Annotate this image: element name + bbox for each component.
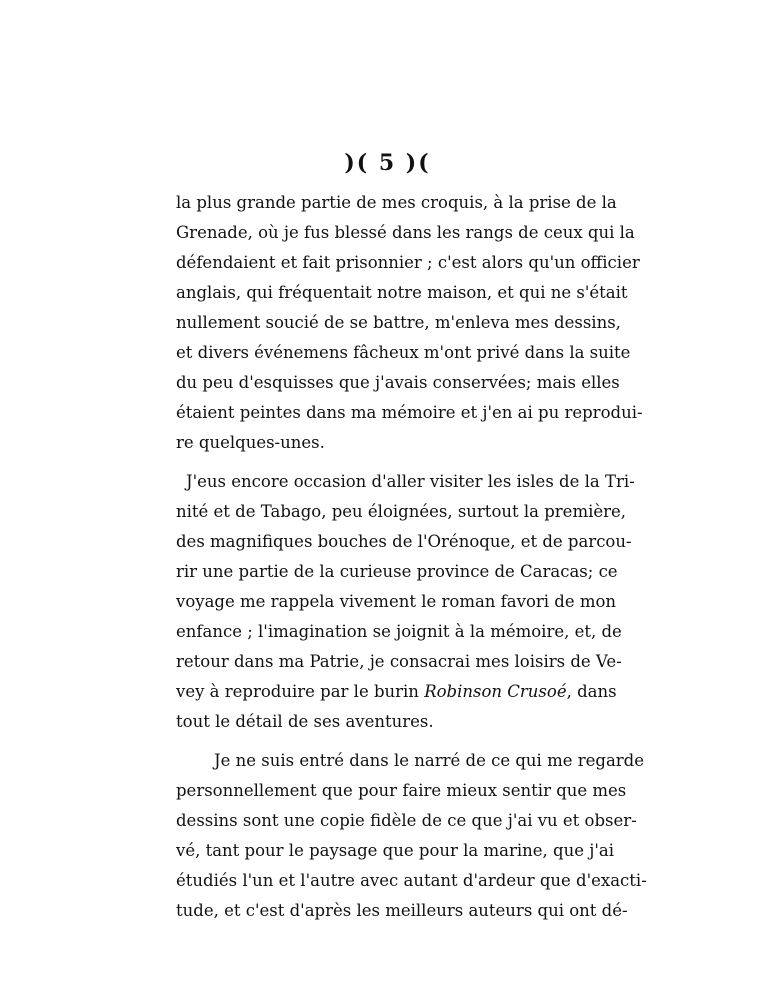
text-line: tout le détail de ses aventures. <box>176 712 434 731</box>
text-line: Grenade, où je fus blessé dans les rangs de ceux qui la <box>176 223 635 242</box>
text-segment: vey à reproduire par le burin <box>176 682 419 701</box>
text-line: vé, tant pour le paysage que pour la marine, que j'ai <box>176 841 614 860</box>
text-line: nité et de Tabago, peu éloignées, surtout la première, <box>176 502 627 521</box>
text-line: enfance ; l'imagination se joignit à la mémoire, et, de <box>176 622 622 641</box>
book-title: Robinson Crusoé <box>424 682 567 701</box>
text-line: nullement soucié de se battre, m'enleva mes dessins, <box>176 313 621 332</box>
text-line: la plus grande partie de mes croquis, à la prise de la <box>176 193 617 212</box>
text-line: Je ne suis entré dans le narré de ce qui me regarde <box>214 751 644 770</box>
text-line: voyage me rappela vivement le roman favori de mon <box>176 592 617 611</box>
text-line: du peu d'esquisses que j'avais conservées; mais elles <box>176 373 620 392</box>
text-line: retour dans ma Patrie, je consacrai mes loisirs de Ve- <box>176 652 622 671</box>
text-line: J'eus encore occasion d'aller visiter les isles de la Tri- <box>186 472 635 491</box>
text-segment: , dans <box>566 682 617 701</box>
page-number: )( 5 )( <box>344 150 431 176</box>
text-line: et divers événemens fâcheux m'ont privé dans la suite <box>176 343 631 362</box>
text-line: défendaient et fait prisonnier ; c'est alors qu'un officier <box>176 253 640 272</box>
text-line: re quelques-unes. <box>176 433 325 452</box>
text-line: des magnifiques bouches de l'Orénoque, et de parcou- <box>176 532 632 551</box>
text-line: étudiés l'un et l'autre avec autant d'ardeur que d'exacti- <box>176 871 647 890</box>
paragraph-3 <box>176 746 647 926</box>
paragraph-1 <box>176 188 643 458</box>
body-text <box>176 188 647 926</box>
text-line-with-title <box>176 677 617 707</box>
text-line: anglais, qui fréquentait notre maison, et qui ne s'était <box>176 283 628 302</box>
text-line: personnellement que pour faire mieux sentir que mes <box>176 781 627 800</box>
text-line: étaient peintes dans ma mémoire et j'en ai pu reprodui- <box>176 403 643 422</box>
text-line: dessins sont une copie fidèle de ce que j'ai vu et obser- <box>176 811 637 830</box>
paragraph-2 <box>176 467 635 737</box>
text-line: tude, et c'est d'après les meilleurs auteurs qui ont dé- <box>176 901 628 920</box>
text-line: rir une partie de la curieuse province de Caracas; ce <box>176 562 618 581</box>
